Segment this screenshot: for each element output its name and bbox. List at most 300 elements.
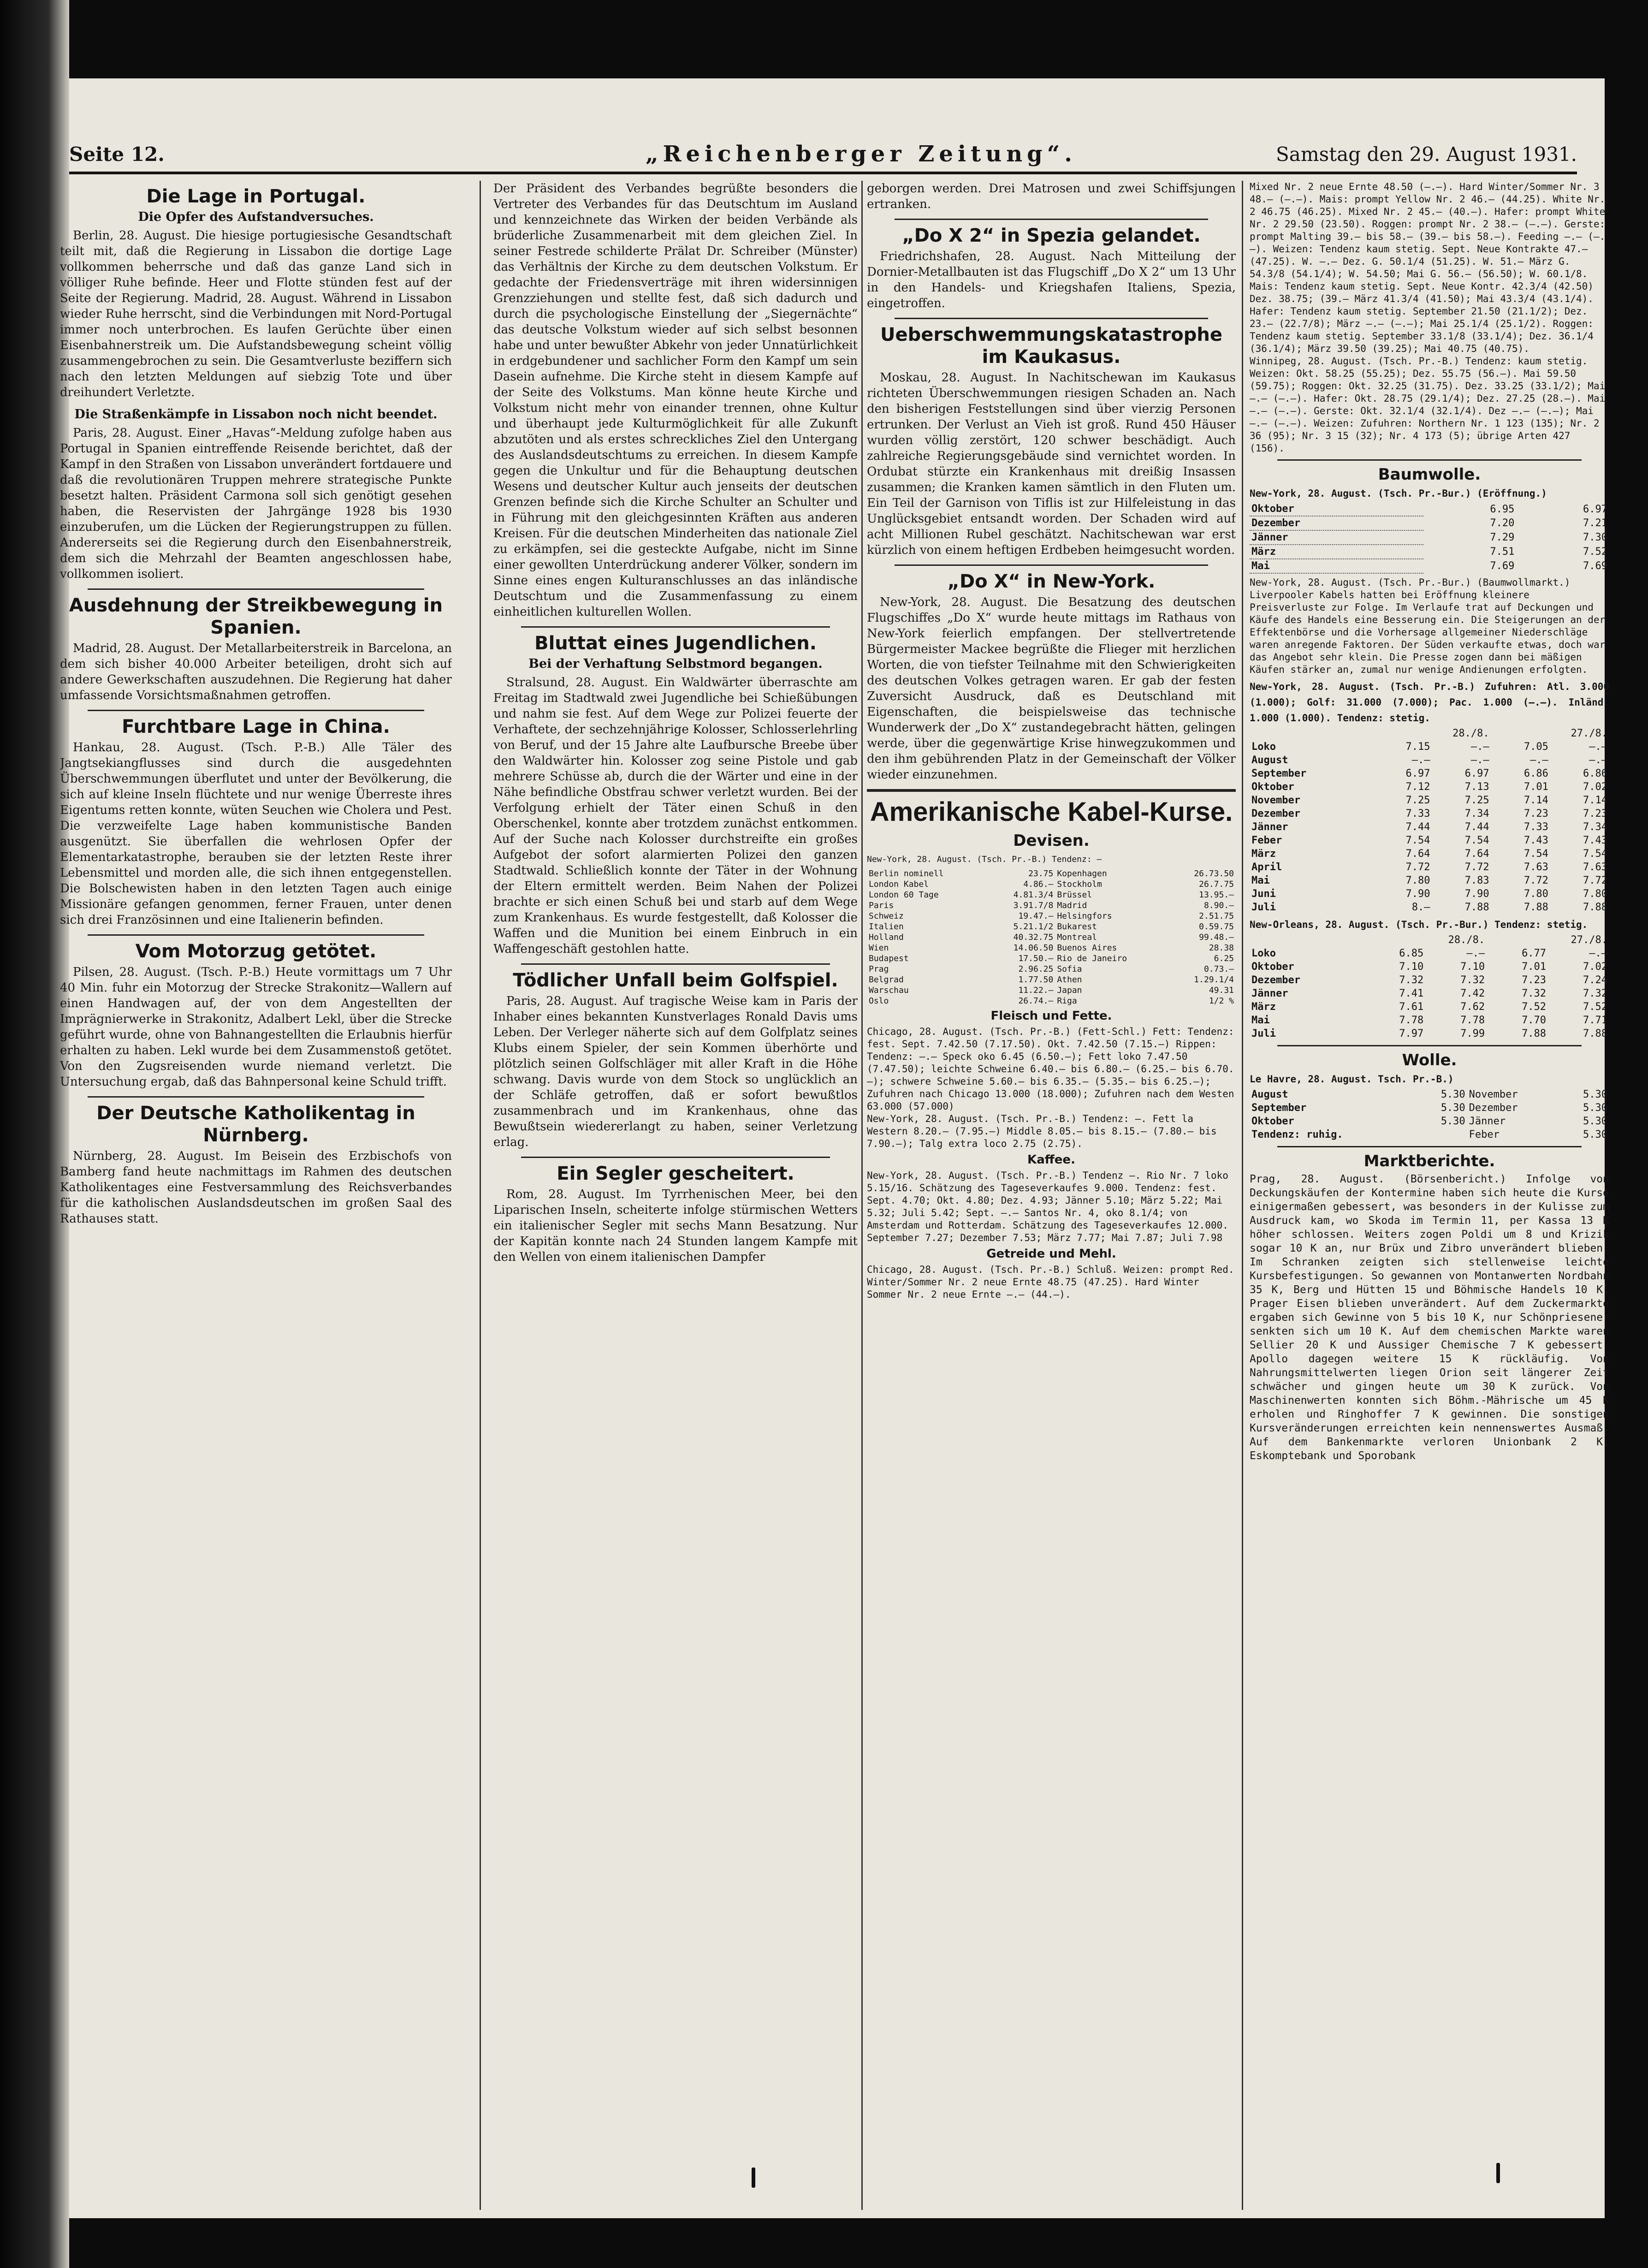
- table-cell: März: [1251, 1001, 1276, 1013]
- article: [60, 185, 452, 400]
- article-separator: [88, 710, 424, 711]
- table-row: [1250, 559, 1609, 573]
- table-cell: Berlin nominell: [869, 869, 944, 879]
- article-separator: [895, 318, 1208, 319]
- grain-market-text: Mixed Nr. 2 neue Ernte 48.50 (—.—). Hard Winter/Sommer Nr. 3 48.— (—.—). Mais: prompt Yellow Nr. 2 46.— (44.25). White Nr. 2 46.75 (46.25). Mixed Nr. 2 45.— (40.—). Hafer: prompt White Nr. 2 29.50 (23.50). Roggen: prompt Nr. 2 38.— (—.—). Gerste: prompt Malting 39.— bis 58.— (39.— bis 58.—). Feeding —.— (—.—). Weizen: Tendenz kaum stetig. Sept. Neue Kontrakte 47.— (47.25). W. —.— Dez. G. 50.1/4 (51.25). W. 51.— März G. 54.3/8 (54.1/4); W. 54.50; Mai G. 56.— (56.50); W. 60.1/8. Mais: Tendenz kaum stetig. Sept. Neue Kontr. 42.3/4 (42.50) Dez. 38.75; (39.— März 41.3/4 (41.50); Mai 43.3/4 (43.1/4). Hafer: Tendenz kaum stetig. September 21.50 (21.1/2); Dez. 23.— (22.7/8); März —.— (—.—); Mai 25.1/4 (25.1/2). Roggen: Tendenz kaum stetig. September 33.1/8 (33.1/4); Dez. 36.1/4 (36.1/4); März 39.50 (39.25); Mai 40.75 (40.75). Winnipeg, 28. August. (Tsch. Pr.-B.) Tendenz: kaum stetig. Weizen: Okt. 58.25 (55.25); Dez. 55.75 (56.—). Mai 59.50 (59.75); Roggen: Okt. 32.25 (31.75). Dez. 33.25 (33.1/2); Mai —.— (—.—). Hafer: Okt. 28.75 (29.1/4); Dez. 27.25 (28.—). Mai —.— (—.—). Gerste: Okt. 32.1/4 (32.1/4). Dez —.— (—.—); Mai —.— (—.—). Weizen: Zufuhren: Northern Nr. 1 123 (135); Nr. 2 36 (95); Nr. 3 15 (32); Nr. 4 173 (5); übrige Arten 427 (156).: [1250, 181, 1606, 454]
- table-row: [867, 932, 1236, 943]
- table-cell: 7.14: [1524, 795, 1548, 806]
- table-cell: 7.78: [1399, 1015, 1424, 1026]
- scan-border: [0, 0, 69, 2268]
- table-cell: 0.73.—: [1203, 964, 1234, 974]
- table-cell: 17.50.—: [1018, 954, 1054, 963]
- table-cell: 7.25: [1405, 795, 1430, 806]
- table-cell: 7.44: [1405, 821, 1430, 833]
- section-rule: [1277, 1045, 1582, 1046]
- article-subhead: Die Opfer des Aufstandversuches.: [138, 210, 374, 224]
- table-cell: Oktober: [1251, 781, 1294, 793]
- table-row: [1250, 887, 1609, 901]
- table-cell: Madrid: [1057, 901, 1087, 910]
- table-cell: 7.72: [1524, 875, 1548, 886]
- table-cell: 7.05: [1524, 741, 1548, 753]
- table-cell: 7.80: [1405, 875, 1430, 886]
- table-cell: 4.81.3/4: [1013, 890, 1054, 900]
- table-cell: 7.34: [1464, 808, 1489, 819]
- wolle-title: Wolle.: [1402, 1051, 1457, 1069]
- table-cell: 2.96.25: [1018, 964, 1054, 974]
- table-cell: 6.97: [1464, 768, 1489, 779]
- baumwolle-ny-table: [1250, 502, 1609, 574]
- table-row: [1250, 502, 1609, 516]
- article-headline: Bluttat eines Jugendlichen.: [534, 633, 817, 654]
- table-row: [1250, 874, 1609, 887]
- article-subhead: Die Straßenkämpfe in Lissabon noch nicht beendet.: [74, 407, 438, 422]
- article-headline: Ausdehnung der Streikbewegung in Spanien.: [69, 595, 443, 638]
- table-cell: Feber: [1251, 835, 1282, 846]
- table-row: [1250, 861, 1609, 874]
- table-row: [1250, 1027, 1609, 1040]
- table-cell: Jänner: [1251, 821, 1288, 833]
- table-cell: 7.21: [1583, 517, 1607, 529]
- table-cell: 7.88: [1583, 902, 1607, 913]
- table-cell: 5.30: [1441, 1116, 1465, 1127]
- table-cell: 7.72: [1464, 861, 1489, 873]
- table-row: [867, 974, 1236, 985]
- table-cell: 26.73.50: [1194, 869, 1234, 879]
- table-row: [1250, 780, 1609, 794]
- table-cell: 6.77: [1522, 948, 1547, 959]
- table-cell: 4.86.—: [1023, 879, 1054, 889]
- table-cell: Rio de Janeiro: [1057, 954, 1127, 963]
- table-cell: 7.52: [1522, 1001, 1547, 1013]
- table-row: [1250, 545, 1609, 559]
- article-body: Hankau, 28. August. (Tsch. P.-B.) Alle Täler des Jangtsekiangflusses sind durch die ausgedehnten Überschwemmungen überflutet und unter der Bevölkerung, die sich auf kleine Inseln flüchtete und nur wenige Überreste ihres Eigentums retten konnte, wüten Seuchen wie Cholera und Pest. Die verzweifelte Lage haben kommunistische Banden ausgenützt. Sie überfallen die wehrlosen Opfer der Elementarkatastrophe, berauben sie der letzten Reste ihrer Lebensmittel und morden alle, die sich ihnen entgegenstellen. Die Bolschewisten haben in den letzten Tagen auch einige Missionäre gefangen genommen, ferner Frauen, unter denen sich drei Französinnen und eine Italienerin befinden.: [60, 741, 452, 927]
- article-headline: „Do X 2“ in Spezia gelandet.: [902, 225, 1201, 246]
- table-cell: 7.54: [1524, 848, 1548, 860]
- table-cell: 7.13: [1464, 781, 1489, 793]
- table-row: [1250, 1014, 1609, 1027]
- table-row: [867, 868, 1236, 879]
- table-cell: 7.97: [1399, 1028, 1424, 1039]
- market-text: Chicago, 28. August. (Tsch. Pr.-B.) Schluß. Weizen: prompt Red. Winter/Sommer Nr. 2 neue Ernte 48.75 (47.25). Hard Winter Sommer Nr. 2 neue Ernte —.— (44.—).: [867, 1264, 1234, 1300]
- issue-date: Samstag den 29. August 1931.: [1276, 143, 1577, 166]
- table-cell: 7.24: [1583, 974, 1607, 986]
- table-cell: März: [1250, 545, 1423, 559]
- article-separator: [521, 626, 830, 628]
- table-cell: 7.88: [1522, 1028, 1547, 1039]
- article-body: Stralsund, 28. August. Ein Waldwärter überraschte am Freitag im Stadtwald zwei Jugendliche bei Schießübungen und nahm sie fest. Auf dem Wege zur Polizei feuerte der Verhaftete, der sechzehnjährige Kolosser, Schlosserlehrling von Beruf, und der 15 Jahre alte Laufbursche Breebe über den Waldwärter hin. Kolosser zog seine Pistole und gab mehrere Schüsse ab, durch die der Wärter und eine in der Nähe befindliche Obstfrau schwer verletzt wurden. Bei der Verfolgung erhielt der Täter einen Schuß in den Oberschenkel, konnte aber trotzdem zunächst entkommen. Auf der Suche nach Kolosser durchstreifte ein großes Aufgebot der sofort alarmierten Polizei den ganzen Stadtwald. Schließlich konnte der Täter in der Wohnung der Eltern ermittelt werden. Beim Nahen der Polizei brachte er sich einen Schuß bei und starb auf dem Wege zum Krankenhaus. Es wurde festgestellt, daß Kolosser die Waffen und die Munition bei einem Einbruch in ein Waffengeschäft gestohlen hatte.: [493, 676, 858, 956]
- table-cell: Japan: [1057, 986, 1082, 995]
- table-cell: 26.7.75: [1199, 879, 1234, 889]
- article-headline: Tödlicher Unfall beim Golfspiel.: [513, 970, 838, 991]
- table-cell: Loko: [1251, 948, 1276, 959]
- article: [60, 940, 452, 1090]
- table-cell: 7.01: [1522, 961, 1547, 973]
- table-cell: 7.72: [1583, 875, 1607, 886]
- table-cell: 7.63: [1583, 861, 1607, 873]
- table-cell: 7.15: [1405, 741, 1430, 753]
- table-cell: Prag: [869, 964, 889, 974]
- table-cell: 7.88: [1464, 902, 1489, 913]
- table-cell: 7.02: [1583, 781, 1607, 793]
- table-cell: 7.69: [1583, 560, 1607, 572]
- table-cell: 8.—: [1411, 902, 1430, 913]
- table-cell: September: [1251, 1102, 1307, 1114]
- marktberichte-text: Prag, 28. August. (Börsenbericht.) Infolge von Deckungskäufen der Kontermine haben sich heute die Kurse einigermaßen gebessert, was besonders in der Kulisse zum Ausdruck kam, wo Skoda im Termin 11, per Kassa 13 K höher schlossen. Weiters zogen Poldi um 8 und Krizik sogar 10 K an, nur Brüx und Zibro unverändert blieben. Im Schranken zeigten sich stellenweise leichte Kursbefestigungen. So gewannen von Montanwerten Nordbahn 35 K, Berg und Hütten 15 und Böhmische Handels 10 K. Prager Eisen blieben unverändert. Auf dem Zuckermarkte ergaben sich Gewinne von 5 bis 10 K, nur Schönpriesener senkten sich um 10 K. Auf dem chemischen Markte waren Sellier 20 K und Aussiger Chemische 7 K gebessert. Apollo dagegen weitere 15 K rückläufig. Von Nahrungsmittelwerten liegen Orion seit längerer Zeit schwächer und gingen heute um 30 K zurück. Von Maschinenwerten konnten sich Böhm.-Mährische um 45 K erholen und Ringhoffer 7 K gewinnen. Die sonstigen Kursveränderungen erreichten kein nennenswertes Ausmaß. Auf dem Bankenmarkte verloren Unionbank 2 K, Eskomptebank und Sporobank: [1250, 1173, 1609, 1462]
- table-cell: 7.62: [1460, 1001, 1485, 1013]
- table-cell: Juni: [1251, 888, 1276, 900]
- table-cell: London 60 Tage: [869, 890, 939, 900]
- market-title: Getreide und Mehl.: [986, 1247, 1116, 1261]
- table-cell: 1.77.50: [1018, 975, 1054, 985]
- table-row: [1250, 947, 1609, 960]
- article-separator: [521, 1157, 830, 1158]
- table-cell: 7.99: [1460, 1028, 1485, 1039]
- table-cell: 7.10: [1399, 961, 1424, 973]
- article-body: geborgen werden. Drei Matrosen und zwei Schiffsjungen ertranken.: [867, 182, 1236, 211]
- table-cell: 19.47.—: [1018, 911, 1054, 921]
- article-headline: Ueberschwemmungskatastrophe im Kaukasus.: [880, 324, 1222, 368]
- table-row: [1250, 1115, 1609, 1128]
- market-text: New-York, 28. August. (Tsch. Pr.-B.) Tendenz —. Rio Nr. 7 loko 5.15/16. Schätzung des Tageseverkaufes 9.000. Tendenz: fest. Sept. 4.70; Okt. 4.80; Dez. 4.93; Jänner 5.10; März 5.22; Mai 5.32; Juli 5.42; Sept. —.— Santos Nr. 4, oko 8.1/4; von Amsterdam und Rotterdam. Schätzung des Tageseverkaufes 12.000. September 7.27; Dezember 7.53; März 7.77; Mai 7.87; Juli 7.98: [867, 1170, 1228, 1243]
- table-cell: 14.06.50: [1013, 943, 1054, 953]
- article-body: Moskau, 28. August. In Nachitschewan im Kaukasus richteten Überschwemmungen riesigen Schaden an. Nach den bisherigen Feststellungen sind über vierzig Personen ertrunken. Der Verlust an Vieh ist groß. Rund 450 Häuser wurden völlig zerstört, 120 schwer beschädigt. Auch zahlreiche Regierungsgebäude sind vernichtet worden. In Ordubat stürzte ein Krankenhaus mit dreißig Insassen zusammen; die Kranken kamen sämtlich in den Fluten um. Ein Teil der Garnison von Tiflis ist zur Hilfeleistung in das Unglücksgebiet entsandt worden. Der Schaden wird auf acht Millionen Rubel geschätzt. Nachitschewan war erst kürzlich von einem heftigen Erdbeben heimgesucht worden.: [867, 371, 1236, 557]
- table-cell: London Kabel: [869, 879, 929, 889]
- section-rule: [1277, 1146, 1582, 1147]
- table-cell: Oktober: [1251, 1116, 1294, 1127]
- table-cell: 7.32: [1399, 974, 1424, 986]
- table-cell: November: [1469, 1089, 1518, 1100]
- table-cell: 7.80: [1524, 888, 1548, 900]
- table-cell: 7.70: [1522, 1015, 1547, 1026]
- article: [493, 969, 858, 1150]
- table-cell: Stockholm: [1057, 879, 1102, 889]
- baumwolle-ny-header: New-York, 28. August. (Tsch. Pr.-Bur.) (Eröffnung.): [1250, 488, 1547, 499]
- table-row: [1250, 987, 1609, 1000]
- table-cell: Budapest: [869, 954, 909, 963]
- table-cell: [1417, 1128, 1467, 1141]
- table-cell: 7.43: [1524, 835, 1548, 846]
- article: [493, 632, 858, 957]
- market-text: Chicago, 28. August. (Tsch. Pr.-B.) (Fett-Schl.) Fett: Tendenz: fest. Sept. 7.42.50 (7.17.50). Okt. 7.42.50 (7.15.—) Rippen: Tendenz: —.— Speck oko 6.45 (6.50.—); Fett loko 7.47.50 (7.47.50); leichte Schweine 6.40.— bis 6.80.— (6.25.— bis 6.70.—); schwere Schweine 5.60.— bis 6.35.— (5.35.— bis 6.25.—); Zufuhren nach Chicago 13.000 (18.000); Zufuhren nach dem Westen 63.000 (57.000) New-York, 28. August. (Tsch. Pr.-B.) Tendenz: —. Fett la Western 8.20.— (7.95.—) Middle 8.05.— bis 8.15.— (7.80.— bis 7.90.—); Talg extra loco 2.75 (2.75).: [867, 1026, 1234, 1149]
- article-separator: [521, 963, 830, 965]
- table-row: [1250, 901, 1609, 914]
- table-cell: Helsingfors: [1057, 911, 1112, 921]
- table-cell: Feber: [1469, 1129, 1500, 1140]
- table-cell: 5.30: [1583, 1129, 1607, 1140]
- date-column: 28./8.: [1448, 934, 1485, 946]
- table-cell: März: [1251, 848, 1276, 860]
- table-cell: 7.54: [1583, 848, 1607, 860]
- table-cell: Oktober: [1251, 961, 1294, 973]
- table-cell: 1.29.1/4: [1194, 975, 1234, 985]
- table-cell: 7.54: [1464, 835, 1489, 846]
- table-cell: 5.30: [1583, 1089, 1607, 1100]
- table-cell: 7.90: [1464, 888, 1489, 900]
- date-column: 27./8.: [1571, 728, 1607, 739]
- table-cell: 7.71: [1583, 1015, 1607, 1026]
- table-cell: 7.61: [1399, 1001, 1424, 1013]
- table-cell: —.—: [1589, 741, 1607, 753]
- article-body: Friedrichshafen, 28. August. Nach Mitteilung der Dornier-Metallbauten ist das Flugschiff „Do X 2“ um 13 Uhr in den Handels- und Kriegshafen Italiens, Spezia, eingetroffen.: [867, 249, 1236, 310]
- article-headline: Ein Segler gescheitert.: [557, 1163, 794, 1184]
- table-row: [1250, 960, 1609, 974]
- devisen-header: New-York, 28. August. (Tsch. Pr.-B.) Tendenz: —: [867, 855, 1102, 864]
- table-cell: 7.88: [1583, 1028, 1607, 1039]
- table-cell: Jänner: [1251, 988, 1288, 999]
- date-column: 28./8.: [1452, 728, 1489, 739]
- table-cell: 7.78: [1460, 1015, 1485, 1026]
- column-rule: [861, 181, 863, 2210]
- table-cell: 7.20: [1490, 517, 1515, 529]
- table-cell: 7.32: [1522, 988, 1547, 999]
- table-cell: 7.63: [1524, 861, 1548, 873]
- table-cell: Kopenhagen: [1057, 869, 1107, 879]
- column-4: [1250, 181, 1609, 2210]
- table-cell: 7.43: [1583, 835, 1607, 846]
- page-number: Seite 12.: [69, 143, 165, 166]
- article: [867, 324, 1236, 558]
- table-cell: 0.59.75: [1199, 922, 1234, 932]
- table-cell: 5.30: [1583, 1102, 1607, 1114]
- table-row: [1250, 1000, 1609, 1014]
- table-cell: Italien: [869, 922, 904, 932]
- table-cell: 6.95: [1490, 503, 1515, 515]
- table-cell: Riga: [1057, 996, 1077, 1006]
- article: [60, 1102, 452, 1227]
- table-cell: Mai: [1250, 559, 1423, 573]
- table-cell: —.—: [1589, 948, 1607, 959]
- table-cell: Loko: [1251, 741, 1276, 753]
- table-cell: Jänner: [1250, 530, 1423, 545]
- masthead-rule: [69, 172, 1577, 174]
- table-cell: 7.42: [1460, 988, 1485, 999]
- table-cell: —.—: [1470, 741, 1489, 753]
- table-cell: 7.32: [1460, 974, 1485, 986]
- article-headline: Der Deutsche Katholikentag in Nürnberg.: [96, 1103, 415, 1146]
- article-body: New-York, 28. August. Die Besatzung des deutschen Flugschiffes „Do X“ wurde heute mittags im Rathaus von New-York feierlich empfangen. Der stellvertretende Bürgermeister Mackee begrüßte die Flieger mit herzlichen Worten, die von tiefster Teilnahme mit den Schwierigkeiten des deutschen Volkes getragen waren. Er gab der festen Zuversicht Ausdruck, daß es Deutschland mit Eigenschaften, die beispielsweise das technische Wunderwerk der „Do X“ zustandegebracht hätten, gelingen werde, über die gegenwärtige Krise hinwegzukommen und den ihm gebührenden Platz in der Gemeinschaft der Völker wieder einzunehmen.: [867, 595, 1236, 782]
- column-1: [60, 181, 452, 2210]
- kabel-kurse-title: Amerikanische Kabel-Kurse.: [870, 797, 1233, 827]
- article-body: Madrid, 28. August. Der Metallarbeiterstreik in Barcelona, an dem sich bisher 40.000 Arbeiter beteiligen, droht sich auf andere Gewerkschaften auszudehnen. Die Regierung hat daher umfassende Vorsichtsmaßnahmen getroffen.: [60, 641, 452, 702]
- devisen-title: Devisen.: [1013, 831, 1090, 850]
- table-cell: 99.48.—: [1199, 932, 1234, 942]
- table-cell: 7.30: [1583, 532, 1607, 543]
- table-cell: 7.44: [1464, 821, 1489, 833]
- table-cell: 6.86: [1524, 768, 1548, 779]
- baumwolle-no-table: [1250, 933, 1609, 1040]
- baumwolle-no-header: New-Orleans, 28. August. (Tsch. Pr.-Bur.) Tendenz: stetig.: [1250, 919, 1588, 930]
- table-cell: 7.32: [1583, 988, 1607, 999]
- table-cell: Wien: [869, 943, 889, 953]
- table-cell: —.—: [1470, 754, 1489, 766]
- table-cell: 7.23: [1522, 974, 1547, 986]
- table-cell: —.—: [1466, 948, 1485, 959]
- article-body: Der Präsident des Verbandes begrüßte besonders die Vertreter des Verbandes für das Deutschtum im Ausland und kennzeichnete das Wirken der beiden Verbände als brüderliche Zusammenarbeit mit dem gleichen Ziel. In seiner Festrede schilderte Prälat Dr. Schreiber (Münster) das Verhältnis der Kirche zu dem deutschen Volkstum. Er gedachte der Friedensverträge mit ihren widersinnigen Grenzziehungen und stellte fest, daß sich dadurch und durch die psychologische Einstellung der „Siegernächte“ das deutsche Volkstum wieder auf sich selbst besonnen habe und unter bewußter Abkehr von jeder Unnatürlichkeit in erdgebundener und sachlicher Form den Kampf um sein Dasein aufnehme. Die Kirche steht in diesem Kampfe auf der Seite des Volkstums. Man könne heute Kirche und Volkstum nicht mehr von einander trennen, ohne Kultur und überhaupt jede Kulturmöglichkeit für alle Zukunft abzutöten und als erstes schreckliches Ziel den Untergang des Auslandsdeutschtums zu erreichen. In diesem Kampfe gegen die Unkultur und für die Behauptung deutschen Wesens und deutscher Kultur auch jenseits der deutschen Grenzen befinde sich die Kirche Schulter an Schulter und in Führung mit den gleichgesinnten Kräften aus anderen Kreisen. Für die deutschen Minderheiten das nationale Ziel zu erkämpfen, sei die gesteckte Aufgabe, nicht im Sinne einer gewollten Unterdrückung anderer Völker, sondern im Sinne eines engen Kulturanschlusses an das inländische Deutschtum und die Zusammenfassung zu einem einheitlichen kulturellen Wollen.: [493, 182, 858, 619]
- table-cell: 7.12: [1405, 781, 1430, 793]
- table-row: [1250, 1128, 1609, 1141]
- article-body: Paris, 28. August. Einer „Havas“-Meldung zufolge haben aus Portugal in Spanien eintreffende Reisende berichtet, daß der Kampf in den Straßen von Lissabon unverändert fortdauere und daß die revolutionären Truppen mehrere strategische Punkte besetzt halten. Präsident Carmona soll sich genötigt gesehen haben, die Reservisten der Jahrgänge 1928 bis 1930 einzuberufen, um die Lücken der Regierungstruppen zu füllen. Andererseits sei die Regierung durch den Eisenbahnerstreik, dem sich die Mehrzahl der Beamten angeschlossen habe, vollkommen isoliert.: [60, 426, 452, 581]
- table-cell: 5.30: [1441, 1102, 1465, 1114]
- table-row: [1250, 794, 1609, 807]
- article: [60, 594, 452, 703]
- table-row: [867, 996, 1236, 1006]
- article: [60, 716, 452, 928]
- table-cell: 7.64: [1464, 848, 1489, 860]
- table-row: [867, 900, 1236, 911]
- table-cell: 7.01: [1524, 781, 1548, 793]
- table-row: [1250, 530, 1609, 545]
- wolle-header: Le Havre, 28. August. Tsch. Pr.-B.): [1250, 1074, 1454, 1085]
- article: [867, 570, 1236, 783]
- table-row: [1250, 740, 1609, 754]
- table-cell: 7.72: [1405, 861, 1430, 873]
- article-headline: „Do X“ in New-York.: [947, 571, 1156, 592]
- table-cell: 7.02: [1583, 961, 1607, 973]
- section-rule: [867, 789, 1236, 792]
- table-cell: 5.30: [1441, 1089, 1465, 1100]
- article: [60, 407, 452, 582]
- article-body: Nürnberg, 28. August. Im Beisein des Erzbischofs von Bamberg fand heute nachmittags im Rahmen des deutschen Katholikentages eine Festversammlung des Reichsverbandes für die katholischen Auslandsdeutschen im großen Saal des Rathauses statt.: [60, 1149, 452, 1226]
- table-cell: 7.54: [1405, 835, 1430, 846]
- table-cell: 7.41: [1399, 988, 1424, 999]
- table-cell: 7.33: [1524, 821, 1548, 833]
- table-cell: 7.88: [1524, 902, 1548, 913]
- article-body: Pilsen, 28. August. (Tsch. P.-B.) Heute vormittags um 7 Uhr 40 Min. fuhr ein Motorzug der Strecke Strakonitz—Wallern auf einen Handwagen auf, der von dem Angestellten der Imprägnierwerke in Strakonitz, Adalbert Lekl, über die Strecke geführt wurde, ohne von Bahnangestellten die Erlaubnis hierfür erhalten zu haben. Lekl wurde bei dem Zusammenstoß getötet. Von den Zugsreisenden wurde niemand verletzt. Die Untersuchung ergab, daß das Bahnpersonal keine Schuld trifft.: [60, 965, 452, 1089]
- table-row: [1250, 834, 1609, 847]
- table-cell: August: [1251, 1089, 1288, 1100]
- table-cell: 7.23: [1524, 808, 1548, 819]
- baumwolle-ny2-header: New-York, 28. August. (Tsch. Pr.-B.) Zufuhren: Atl. 3.000 (1.000); Golf: 31.000 (7.000); Pac. 1.000 (—.—). Inländ. 1.000 (1.000). Tendenz: stetig.: [1250, 681, 1609, 724]
- table-cell: 7.90: [1405, 888, 1430, 900]
- table-cell: April: [1251, 861, 1282, 873]
- article-headline: Furchtbare Lage in China.: [122, 716, 390, 737]
- table-row: [867, 921, 1236, 932]
- table-row: [867, 890, 1236, 900]
- table-cell: Oslo: [869, 996, 889, 1006]
- baumwolle-title: Baumwolle.: [1378, 465, 1481, 484]
- table-row: [867, 964, 1236, 974]
- article-separator: [88, 588, 424, 590]
- article: [867, 225, 1236, 311]
- table-cell: 13.95.—: [1199, 890, 1234, 900]
- table-cell: Dezember: [1469, 1102, 1518, 1114]
- table-cell: 6.97: [1583, 503, 1607, 515]
- print-mark: [1496, 2163, 1500, 2183]
- article-body: Berlin, 28. August. Die hiesige portugiesische Gesandtschaft teilt mit, daß die Regierung in Lissabon die dortige Lage vollkommen beherrsche und daß das ganze Land sich in völliger Ruhe befinde. Heer und Flotte stünden fest auf der Seite der Regierung. Madrid, 28. August. Während in Lissabon wieder Ruhe herrscht, sind die Verbindungen mit Nord-Portugal immer noch unterbrochen. Es laufen Gerüchte über einen Eisenbahnerstreik um. Die Aufstandsbewegung scheint völlig zusammengebrochen zu sein. Die Gesamtverluste beziffern sich nach den letzten Meldungen auf siebzig Tote und über dreihundert Verletzte.: [60, 229, 452, 399]
- table-cell: Paris: [869, 901, 894, 910]
- table-cell: —.—: [1411, 754, 1430, 766]
- table-row: [1250, 754, 1609, 767]
- table-cell: Warschau: [869, 986, 909, 995]
- table-cell: Montreal: [1057, 932, 1097, 942]
- table-row: [1250, 516, 1609, 530]
- article-separator: [88, 1096, 424, 1098]
- table-cell: 23.75: [1028, 869, 1054, 879]
- table-cell: 40.32.75: [1013, 932, 1054, 942]
- baumwolle-ny2-table: [1250, 727, 1609, 914]
- table-cell: 7.69: [1490, 560, 1515, 572]
- table-cell: Mai: [1251, 1015, 1270, 1026]
- market-title: Fleisch und Fette.: [990, 1009, 1112, 1023]
- table-cell: August: [1251, 754, 1288, 766]
- column-2: [493, 181, 858, 2210]
- table-cell: 49.31: [1209, 986, 1234, 995]
- table-cell: Holland: [869, 932, 904, 942]
- table-row: [867, 953, 1236, 964]
- table-row: [867, 985, 1236, 996]
- table-cell: 6.97: [1405, 768, 1430, 779]
- table-cell: September: [1251, 768, 1307, 779]
- table-cell: 1/2 %: [1209, 996, 1234, 1006]
- table-row: [867, 943, 1236, 953]
- table-cell: Jänner: [1469, 1116, 1506, 1127]
- baumwolle-ny-text: New-York, 28. August. (Tsch. Pr.-Bur.) (Baumwollmarkt.) Liverpooler Kabels hatten bei Eröffnung kleinere Preisverluste zur Folge. Im Verlaufe trat auf Deckungen und Käufe des Handels eine Besserung ein. Die Steigerungen an der Effektenbörse und die Vorhersage allgemeiner Niederschläge waren anregende Faktoren. Der Süden verkaufte etwas, doch war das Angebot sehr klein. Die Presse zogen dann bei mäßigen Käufen stärker an, zumal nur wenige Andienungen erfolgten.: [1250, 577, 1606, 675]
- table-cell: 7.14: [1583, 795, 1607, 806]
- article-separator: [895, 564, 1208, 566]
- article-body: Rom, 28. August. Im Tyrrhenischen Meer, bei den Liparischen Inseln, scheiterte infolge stürmischen Wetters ein italienischer Segler mit sechs Mann Besatzung. Nur der Kapitän konnte nach 24 Stunden langem Kampfe mit den Wellen von einem italienischen Dampfer: [493, 1187, 858, 1264]
- table-row: [1250, 1101, 1609, 1115]
- table-cell: Brüssel: [1057, 890, 1092, 900]
- table-cell: 7.33: [1405, 808, 1430, 819]
- table-cell: 7.83: [1464, 875, 1489, 886]
- article: [493, 181, 858, 620]
- table-cell: 7.51: [1490, 546, 1515, 558]
- table-cell: 7.64: [1405, 848, 1430, 860]
- date-column: 27./8.: [1571, 934, 1607, 946]
- table-cell: Bukarest: [1057, 922, 1097, 932]
- table-cell: Dezember: [1251, 808, 1300, 819]
- article: [493, 1163, 858, 1265]
- table-cell: Dezember: [1251, 974, 1300, 986]
- table-cell: 7.25: [1464, 795, 1489, 806]
- table-cell: 7.23: [1583, 808, 1607, 819]
- table-cell: 7.52: [1583, 1001, 1607, 1013]
- table-cell: 3.91.7/8: [1013, 901, 1054, 910]
- column-3: [867, 181, 1236, 2210]
- table-row: [1250, 847, 1609, 861]
- table-cell: 11.22.—: [1018, 986, 1054, 995]
- table-cell: Oktober: [1250, 502, 1423, 516]
- table-row: [1250, 807, 1609, 820]
- table-cell: 6.25: [1214, 954, 1234, 963]
- table-cell: Athen: [1057, 975, 1082, 985]
- table-cell: 7.80: [1583, 888, 1607, 900]
- table-row: [867, 911, 1236, 921]
- table-cell: —.—: [1589, 754, 1607, 766]
- table-cell: Juli: [1251, 902, 1276, 913]
- table-cell: Tendenz: ruhig.: [1251, 1129, 1343, 1140]
- table-cell: 7.29: [1490, 532, 1515, 543]
- column-rule: [480, 181, 481, 2210]
- table-cell: 5.30: [1583, 1116, 1607, 1127]
- table-cell: Schweiz: [869, 911, 904, 921]
- table-cell: 6.85: [1399, 948, 1424, 959]
- devisen-table: [867, 868, 1236, 1006]
- table-row: [1250, 974, 1609, 987]
- table-cell: 2.51.75: [1199, 911, 1234, 921]
- table-cell: 7.34: [1583, 821, 1607, 833]
- table-cell: 8.90.—: [1203, 901, 1234, 910]
- table-row: [1250, 767, 1609, 780]
- table-row: [1250, 820, 1609, 834]
- newspaper-title: „Reichenberger Zeitung“.: [646, 141, 1077, 167]
- table-cell: Buenos Aires: [1057, 943, 1117, 953]
- table-cell: 7.10: [1460, 961, 1485, 973]
- article-body: Paris, 28. August. Auf tragische Weise kam in Paris der Inhaber eines bekannten Kunstverlages Ronald Davis ums Leben. Der Verleger näherte sich auf dem Golfplatz seines Klubs einem Spieler, der sein Kommen überhörte und plötzlich seinen Golfschläger mit aller Kraft in die Höhe schwang. Davis wurde von dem Stock so unglücklich an der Schläfe getroffen, daß er sofort bewußtlos zusammenbrach und im Krankenhaus, ohne das Bewußtsein wiedererlangt zu haben, seiner Verletzung erlag.: [493, 994, 858, 1149]
- marktberichte-title: Marktberichte.: [1363, 1152, 1495, 1170]
- print-mark: [752, 2167, 755, 2188]
- article-headline: Die Lage in Portugal.: [146, 186, 366, 207]
